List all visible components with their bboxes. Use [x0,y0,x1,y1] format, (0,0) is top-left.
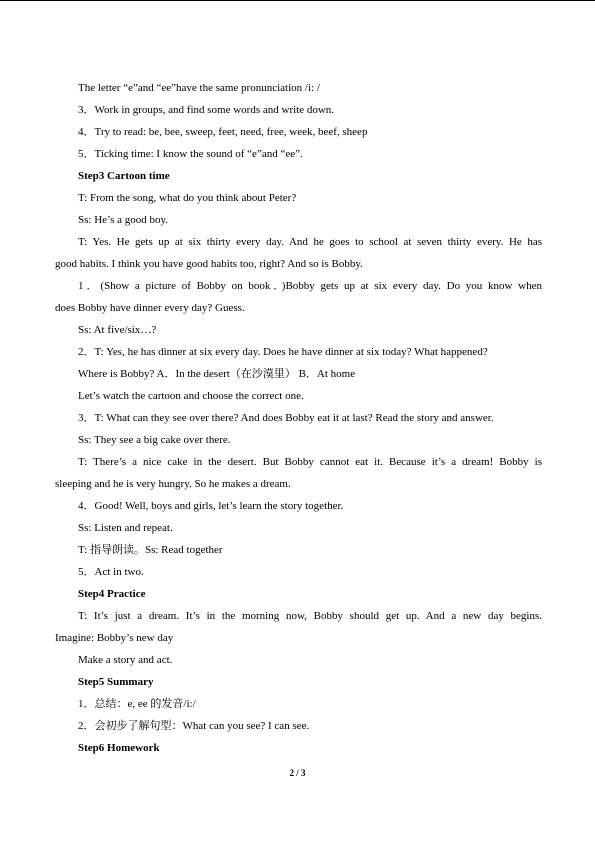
section-heading: Step3 Cartoon time [78,170,170,182]
text-line: 4．Good! Well, boys and girls, let’s learn the story together. [78,500,344,512]
text-line: 5．Ticking time: I know the sound of “e”and “ee”. [78,148,303,160]
text-line: T: There’s a nice cake in the desert. But Bobby cannot eat it. Because it’s a dream! Bobby is [78,456,542,468]
text-line: sleeping and he is very hungry. So he makes a dream. [55,478,291,490]
text-line: The letter “e”and “ee”have the same pronunciation /i: / [78,82,320,94]
section-heading: Step6 Homework [78,742,160,754]
text-line: Let’s watch the cartoon and choose the correct one. [78,390,304,402]
text-line: 1．总结：e, ee 的发音/i:/ [78,698,196,710]
text-line: Ss: They see a big cake over there. [78,434,231,446]
page-number: 2 / 3 [289,768,306,778]
text-line: 2．T: Yes, he has dinner at six every day. Does he have dinner at six today? What happened? [78,346,488,358]
section-heading: Step4 Practice [78,588,146,600]
section-heading: Step5 Summary [78,676,154,688]
text-line: does Bobby have dinner every day? Guess. [55,302,245,314]
text-line: Ss: Listen and repeat. [78,522,173,534]
text-line: 1．(Show a picture of Bobby on book．)Bobby gets up at six every day. Do you know when [78,280,542,292]
text-line: 3．T: What can they see over there? And does Bobby eat it at last? Read the story and answer. [78,412,494,424]
text-line: T: 指导朗读。Ss: Read together [78,544,223,556]
text-line: 4．Try to read: be, bee, sweep, feet, need, free, week, beef, sheep [78,126,368,138]
text-line: T: From the song, what do you think about Peter? [78,192,297,204]
text-line: good habits. I think you have good habits too, right? And so is Bobby. [55,258,363,270]
text-line: T: Yes. He gets up at six thirty every day. And he goes to school at seven thirty every. He has [78,236,542,248]
text-line: Where is Bobby? A．In the desert（在沙漠里） B．At home [78,368,356,380]
text-line: Imagine: Bobby’s new day [55,632,174,644]
text-line: 2．会初步了解句型：What can you see? I can see. [78,720,310,732]
text-line: T: It’s just a dream. It’s in the morning now, Bobby should get up. And a new day begins. [78,610,542,622]
text-line: Ss: At five/six…? [78,324,157,336]
text-line: 3．Work in groups, and find some words and write down. [78,104,335,116]
text-line: 5．Act in two. [78,566,144,578]
text-line: Ss: He’s a good boy. [78,214,169,226]
text-line: Make a story and act. [78,654,173,666]
